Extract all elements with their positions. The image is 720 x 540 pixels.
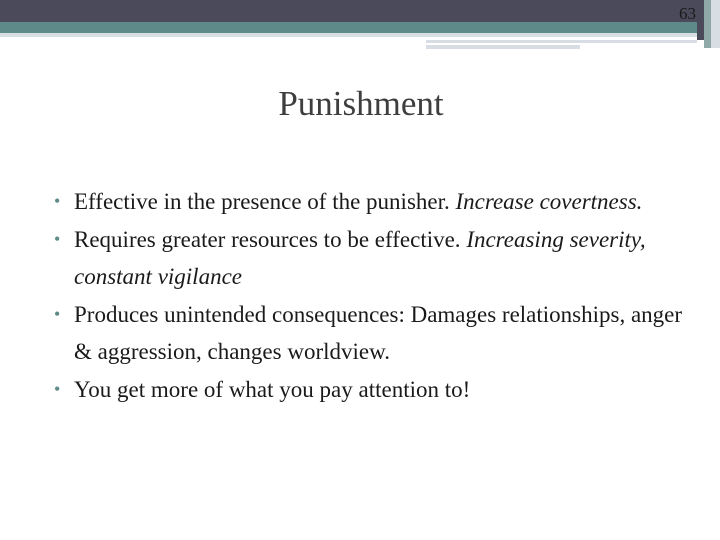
bullet-emphasis: Increasing severity, constant vigilance xyxy=(74,226,646,289)
bullet-text: You get more of what you pay attention to! xyxy=(74,376,471,402)
header-bar-teal xyxy=(0,22,697,33)
bullet-text: Requires greater resources to be effective. xyxy=(74,226,467,252)
bullet-marker: • xyxy=(54,228,61,249)
header-accent-line-short xyxy=(426,45,580,49)
bullet-text: Produces unintended consequences: Damages relationships, anger & aggression, changes worldview. xyxy=(74,301,683,364)
header-accent-line xyxy=(426,40,697,43)
bullet-marker: • xyxy=(54,378,61,399)
bullet-item xyxy=(54,221,694,296)
bullet-item xyxy=(54,371,694,409)
bullet-item xyxy=(54,183,694,221)
bullet-marker: • xyxy=(54,303,61,324)
bullet-emphasis: Increase covertness. xyxy=(455,189,643,214)
bullet-list xyxy=(54,183,694,408)
bullet-item xyxy=(54,296,694,371)
bullet-text: Effective in the presence of the punisher. xyxy=(74,189,456,214)
corner-accent-dark xyxy=(697,0,704,40)
header-bar-dark xyxy=(0,0,697,22)
corner-accent-teal xyxy=(704,0,711,48)
header-bar-light xyxy=(0,33,697,37)
page-number: 63 xyxy=(679,4,696,23)
bullet-marker: • xyxy=(54,191,61,211)
corner-accent-light xyxy=(711,0,720,48)
slide-title: Punishment xyxy=(278,84,444,123)
